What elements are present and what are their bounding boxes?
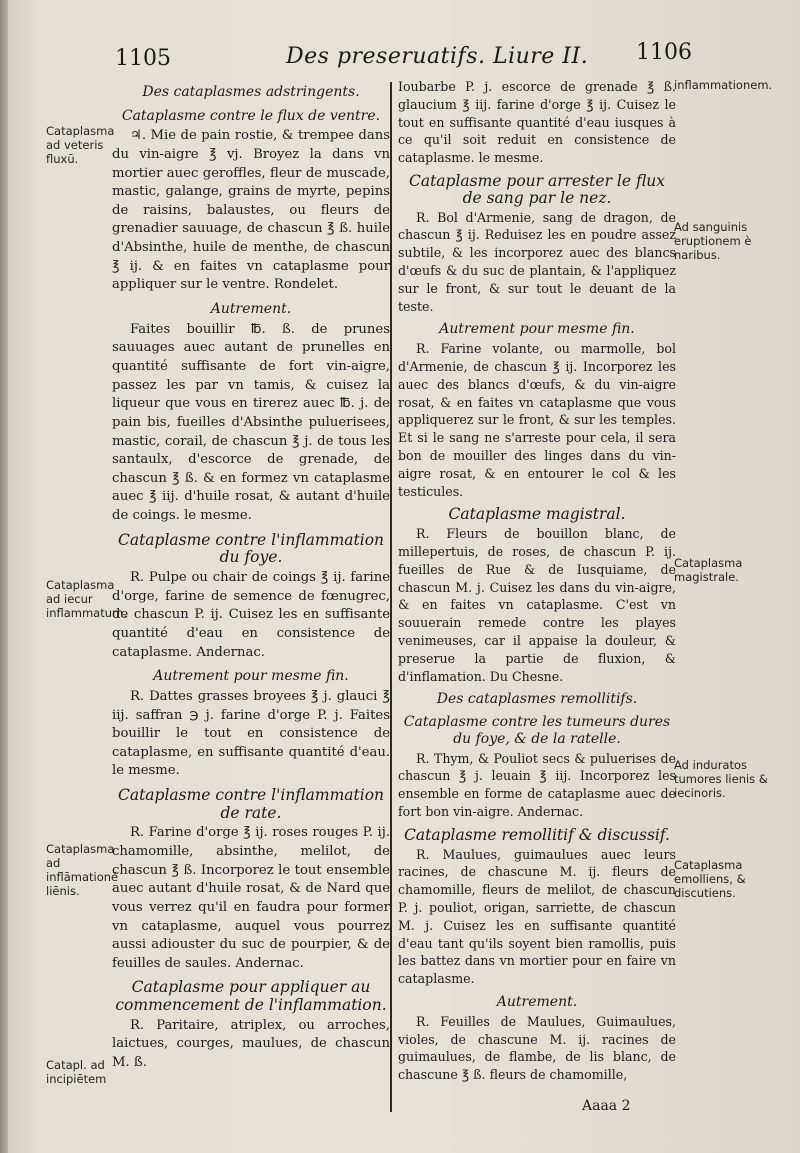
paragraph: R. Maulues, guimaulues auec leurs racines, de chascune M. ij. fleurs de chamomille, fleurs de melilot, de chascun P. j. pouliot, origan, sarriette, de chascun M. j. Cuisez les en suffisante quantité d'eau tant qu'ils soyent bien ramollis, puis les battez dans vn mortier pour en faire vn cataplasme. (398, 846, 676, 987)
left-column (112, 78, 390, 1073)
section-heading: Autrement pour mesme fin. (439, 321, 635, 338)
margin-note-8: Ad induratos tumores lienis & iecinoris. (674, 758, 768, 800)
section-heading: Autrement pour mesme fin. (153, 668, 349, 685)
section-heading: Cataplasme contre l'inflammation du foye. (117, 530, 385, 567)
margin-note-4: Catapl. ad incipiētem (46, 1058, 107, 1086)
column-divider (390, 82, 392, 1112)
margin-note-5: inflammationem. (674, 78, 773, 92)
section-heading: Cataplasme contre le flux de ventre. (121, 107, 381, 124)
page-number-left: 1105 (115, 46, 171, 71)
section-heading: Cataplasme contre les tumeurs dures du foye, & de la ratelle. (403, 714, 671, 747)
paragraph: ♃. Mie de pain rostie, & trempee dans du vin-aigre ℥ vj. Broyez la dans vn mortier auec geroffles, fleur de muscade, mastic, galange, grains de myrte, pepins de raisins, balaustes, ou fleurs de grenadier sauuage, de chascun ℥ ß. huile d'Absinthe, huile de menthe, de chascun ℥ ij. & en faites vn cataplasme pour appliquer sur le ventre. Rondelet. (112, 128, 390, 293)
section-heading: Cataplasme contre l'inflammation de rate. (117, 786, 385, 822)
binding-gutter (0, 0, 8, 1153)
margin-note-7: Cataplasma magistrale. (674, 556, 743, 584)
page-number-right: 1106 (636, 40, 692, 65)
right-column (398, 78, 676, 1084)
section-heading: Cataplasme remollitif & discussif. (404, 825, 670, 844)
signature-mark: Aaaa 2 (582, 1098, 631, 1114)
margin-note-3: Cataplasma ad inflāmationē liēnis. (46, 842, 119, 898)
margin-note-1: Cataplasma ad veteris fluxū. (46, 124, 115, 166)
paragraph: R. Fleurs de bouillon blanc, de millepertuis, de roses, de chascun P. ij. fueilles de Rue & de Iusquiame, de chascun M. j. Cuisez les dans du vin-aigre, & en faites vn cataplasme. C'est vn souuerain remede contre les playes venimeuses, car il appaise la douleur, & preserue la partie de fluxion, & d'inflamation. Du Chesne. (398, 526, 676, 684)
margin-note-2: Cataplasma ad iecur inflammatum. (46, 578, 127, 620)
paragraph: Ioubarbe P. j. escorce de grenade ℥ ß. glaucium ℥ iij. farine d'orge ℥ ij. Cuisez le tout en suffisante quantité d'eau iusques à ce qu'il soit reduit en consistence de cataplasme. le mesme. (398, 79, 676, 166)
running-header (0, 40, 800, 74)
paragraph: R. Thym, & Pouliot secs & puluerises de chascun ℥ j. leuain ℥ iij. Incorporez les ensemble en forme de cataplasme auec de fort bon vin-aigre. Andernac. (398, 750, 676, 820)
margin-note-6: Ad sanguinis eruptionem è naribus. (674, 220, 752, 262)
paragraph: R. Paritaire, atriplex, ou arroches, laictues, courges, maulues, de chascun M. ß. (112, 1017, 390, 1071)
section-heading: Des cataplasmes remollitifs. (436, 691, 638, 708)
margin-note-9: Cataplasma emolliens, & discutiens. (674, 858, 746, 900)
section-heading: Cataplasme pour appliquer au commencement de l'inflammation. (115, 978, 387, 1015)
section-heading: Autrement. (210, 301, 292, 318)
paragraph: R. Farine d'orge ℥ ij. roses rouges P. ij. chamomille, absinthe, melilot, de chascun ℥ ß. Incorporez le tout ensemble auec autant d'huile rosat, & de Nard que vous verrez qu'il en faudra pour former vn cataplasme, auquel vous pourrez aussi adiouster du suc de pourpier, & de feuilles de saules. Andernac. (112, 825, 390, 971)
paragraph: R. Pulpe ou chair de coings ℥ ij. farine d'orge, farine de semence de fœnugrec, de chascun P. ij. Cuisez les en suffisante quantité d'eau en consistence de cataplasme. Andernac. (112, 570, 390, 660)
paragraph: Faites bouillir ℔. ß. de prunes sauuages auec autant de prunelles en quantité suffisante de fort vin-aigre, passez les par vn tamis, & cuisez la liqueur que vous en tirerez auec ℔. j. de pain bis, fueilles d'Absinthe puluerisees, mastic, corail, de chascun ℥ j. de tous les santaulx, d'escorce de grenade, de chascun ℥ ß. & en formez vn cataplasme auec ℥ iij. d'huile rosat, & autant d'huile de coings. le mesme. (112, 321, 390, 524)
paragraph: R. Farine volante, ou marmolle, bol d'Armenie, de chascun ℥ ij. Incorporez les auec des blancs d'œufs, & du vin-aigre rosat, & en faites vn cataplasme que vous appliquerez sur le front, & sur les temples. Et si le sang ne s'arreste pour cela, il sera bon de mouiller des linges dans du vin-aigre rosat, & en entourer le col & les testicules. (398, 341, 676, 499)
paragraph: R. Dattes grasses broyees ℥ j. glauci ℥ iij. saffran ℈ j. farine d'orge P. j. Faites bouillir le tout en consistence de cataplasme, en suffisante quantité d'eau. le mesme. (112, 688, 390, 779)
section-heading: Cataplasme pour arrester le flux de sang par le nez. (408, 171, 666, 207)
paragraph: R. Feuilles de Maulues, Guimaulues, violes, de chascune M. ij. racines de guimaulues, de flambe, de lis blanc, de chascune ℥ ß. fleurs de chamomille, (398, 1013, 676, 1083)
paragraph: R. Bol d'Armenie, sang de dragon, de chascun ℥ ij. Reduisez les en poudre assez subtile, & les incorporez auec des blancs d'œufs & du suc de plantain, & l'appliquez sur le front, & sur tout le deuant de la teste. (398, 209, 676, 314)
running-title: Des preseruatifs. Liure II. (286, 44, 589, 69)
section-heading: Cataplasme magistral. (448, 505, 626, 524)
section-heading: Des cataplasmes adstringents. (142, 84, 360, 100)
section-heading: Autrement. (496, 994, 578, 1011)
